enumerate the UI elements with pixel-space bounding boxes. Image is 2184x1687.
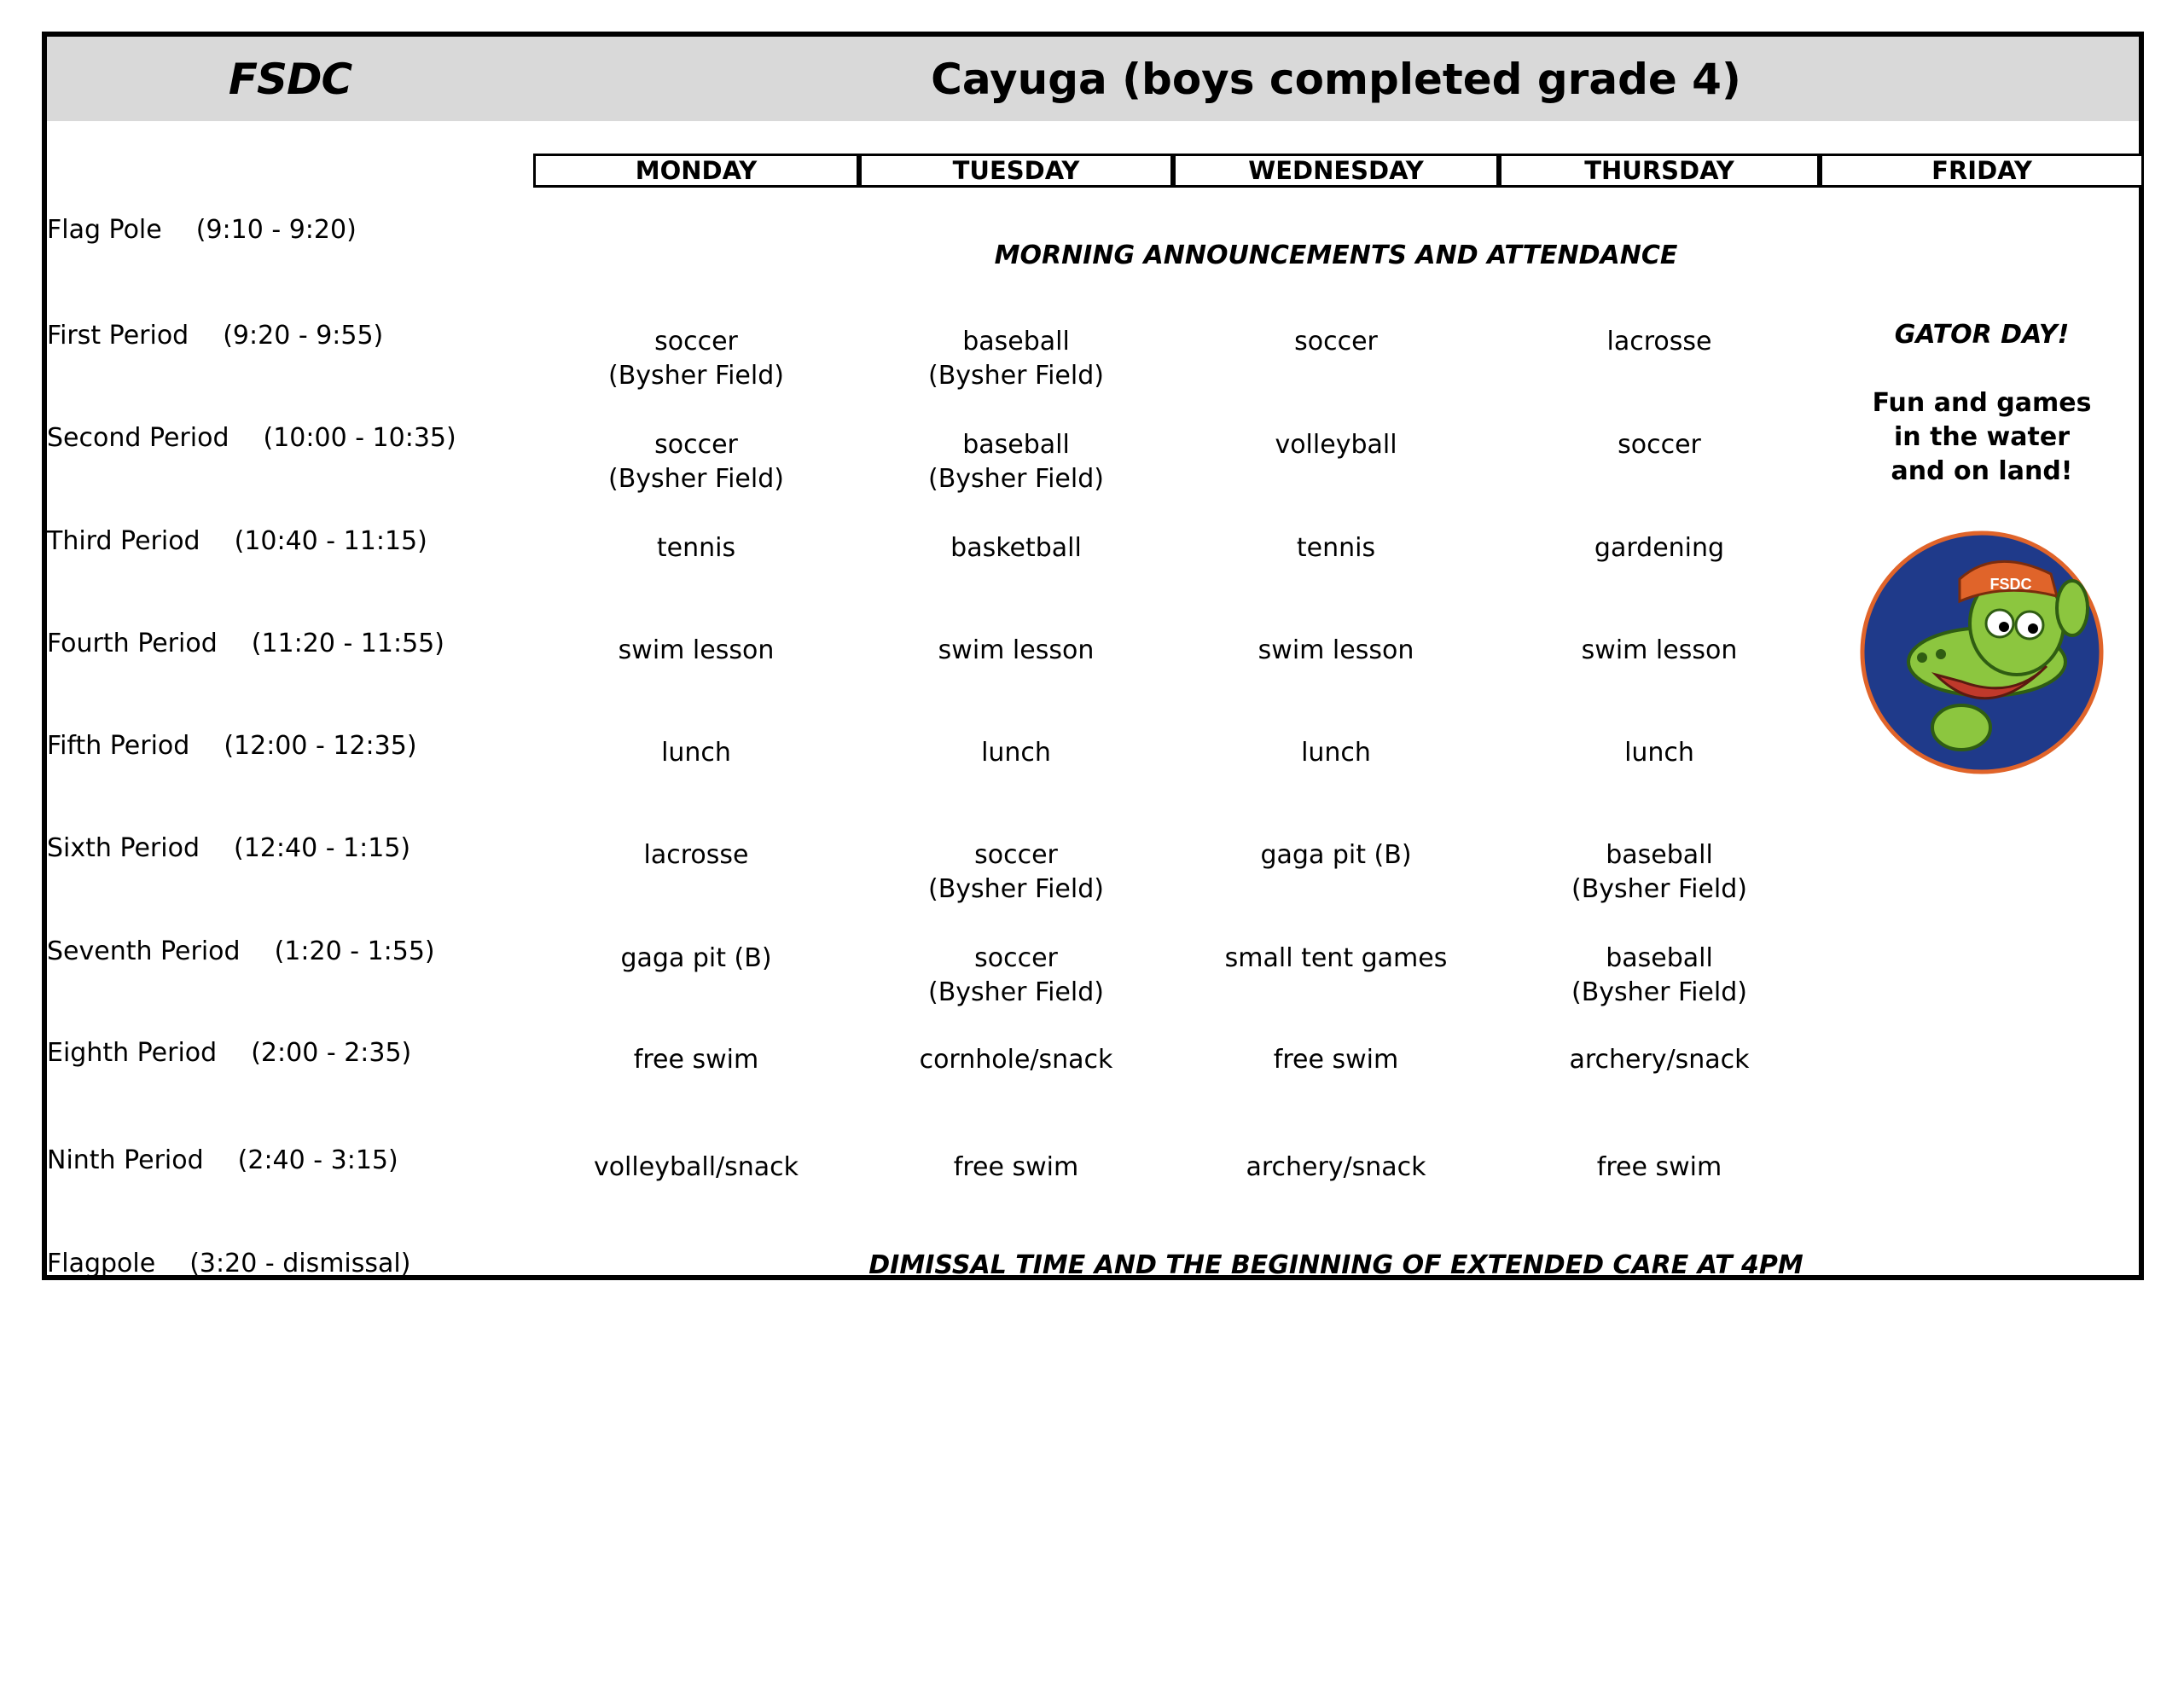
period-name: First Period xyxy=(47,320,189,351)
activity-name: archery/snack xyxy=(1569,1045,1750,1075)
activity-name: small tent games xyxy=(1224,943,1448,973)
period-time: (12:40 - 1:15) xyxy=(234,832,411,863)
activity-cell xyxy=(858,1151,1174,1219)
period-label xyxy=(47,925,435,977)
activity-cell xyxy=(858,325,1174,393)
activity-cell xyxy=(1178,531,1494,600)
activity-cell xyxy=(1502,428,1817,496)
activity-name: soccer xyxy=(974,840,1058,870)
period-time: (1:20 - 1:55) xyxy=(274,936,435,966)
activity-cell xyxy=(1178,634,1494,702)
activity-cell xyxy=(1502,1043,1817,1111)
day-header-friday: FRIDAY xyxy=(1820,154,2144,188)
activity-name: free swim xyxy=(633,1045,759,1075)
activity-cell xyxy=(1502,634,1817,702)
activity-name: lacrosse xyxy=(1606,327,1712,357)
activity-cell xyxy=(858,531,1174,600)
activity-name: lacrosse xyxy=(643,840,749,870)
activity-location: (Bysher Field) xyxy=(608,464,784,494)
activity-location: (Bysher Field) xyxy=(1571,977,1747,1007)
activity-name: lunch xyxy=(981,738,1051,768)
activity-name: free swim xyxy=(953,1152,1079,1182)
activity-location: (Bysher Field) xyxy=(928,977,1104,1007)
period-label xyxy=(47,310,383,361)
activity-cell xyxy=(538,736,854,804)
period-name: Flagpole xyxy=(47,1248,156,1278)
activity-location: (Bysher Field) xyxy=(928,361,1104,391)
period-time: (11:20 - 11:55) xyxy=(251,628,444,658)
activity-name: soccer xyxy=(654,327,738,357)
period-label xyxy=(47,1134,398,1186)
activity-name: basketball xyxy=(950,533,1082,563)
period-label xyxy=(47,617,444,669)
activity-name: soccer xyxy=(974,943,1058,973)
activity-name: swim lesson xyxy=(1581,635,1738,665)
activity-cell xyxy=(1178,428,1494,496)
activity-location: (Bysher Field) xyxy=(1571,874,1747,904)
period-time: (9:20 - 9:55) xyxy=(223,320,384,351)
activity-cell xyxy=(1502,531,1817,600)
activity-name: volleyball/snack xyxy=(593,1152,799,1182)
friday-column xyxy=(1820,318,2144,775)
day-header-tuesday: TUESDAY xyxy=(859,154,1173,188)
day-header-monday: MONDAY xyxy=(533,154,859,188)
activity-cell xyxy=(1502,1151,1817,1219)
activity-name: archery/snack xyxy=(1246,1152,1426,1182)
period-label xyxy=(47,822,410,873)
activity-cell xyxy=(1178,942,1494,1010)
activity-cell xyxy=(1502,325,1817,393)
activity-cell xyxy=(858,1043,1174,1111)
friday-description: Fun and games in the water and on land! xyxy=(1872,388,2092,486)
period-label xyxy=(47,204,357,255)
period-label xyxy=(47,515,427,566)
activity-cell xyxy=(858,838,1174,907)
activity-location: (Bysher Field) xyxy=(608,361,784,391)
activity-cell xyxy=(1178,736,1494,804)
activity-name: lunch xyxy=(1624,738,1694,768)
mascot-cap-text: FSDC xyxy=(1989,576,2032,593)
activity-cell xyxy=(1178,838,1494,907)
activity-name: baseball xyxy=(1606,943,1713,973)
activity-name: gaga pit (B) xyxy=(620,943,772,973)
activity-cell xyxy=(858,428,1174,496)
gator-mascot-icon xyxy=(1859,530,2105,775)
activity-name: baseball xyxy=(962,430,1070,460)
period-time: (10:00 - 10:35) xyxy=(263,422,456,453)
activity-name: swim lesson xyxy=(1258,635,1414,665)
dismissal-banner: DIMISSAL TIME AND THE BEGINNING OF EXTENDED CARE AT 4PM xyxy=(868,1249,1804,1280)
activity-location: (Bysher Field) xyxy=(928,874,1104,904)
gator-day-title: GATOR DAY! xyxy=(1894,320,2070,350)
schedule-sheet xyxy=(42,32,2144,1280)
activity-cell xyxy=(538,428,854,496)
activity-name: free swim xyxy=(1596,1152,1722,1182)
org-name: FSDC xyxy=(228,54,352,104)
period-time: (12:00 - 12:35) xyxy=(224,730,417,761)
period-label xyxy=(47,412,456,463)
period-name: Third Period xyxy=(47,525,200,556)
period-name: Sixth Period xyxy=(47,832,200,863)
activity-name: lunch xyxy=(661,738,731,768)
activity-name: soccer xyxy=(1618,430,1701,460)
period-time: (10:40 - 11:15) xyxy=(234,525,427,556)
activity-cell xyxy=(1178,325,1494,393)
activity-name: tennis xyxy=(1296,533,1376,563)
activity-name: baseball xyxy=(1606,840,1713,870)
period-name: Second Period xyxy=(47,422,229,453)
activity-cell xyxy=(538,1151,854,1219)
activity-cell xyxy=(858,942,1174,1010)
activity-name: volleyball xyxy=(1275,430,1397,460)
period-label xyxy=(47,1027,411,1078)
period-name: Eighth Period xyxy=(47,1037,218,1068)
activity-cell xyxy=(538,1043,854,1111)
period-name: Fifth Period xyxy=(47,730,190,761)
activity-name: soccer xyxy=(1294,327,1378,357)
activity-cell xyxy=(538,634,854,702)
period-label xyxy=(47,1238,410,1289)
activity-name: swim lesson xyxy=(618,635,775,665)
period-time: (3:20 - dismissal) xyxy=(189,1248,411,1278)
activity-name: gaga pit (B) xyxy=(1260,840,1412,870)
period-name: Fourth Period xyxy=(47,628,218,658)
day-header-wednesday: WEDNESDAY xyxy=(1173,154,1499,188)
activity-location: (Bysher Field) xyxy=(928,464,1104,494)
page-title: Cayuga (boys completed grade 4) xyxy=(931,54,1741,104)
activity-name: free swim xyxy=(1273,1045,1399,1075)
activity-cell xyxy=(1178,1043,1494,1111)
activity-name: swim lesson xyxy=(938,635,1095,665)
activity-cell xyxy=(1502,736,1817,804)
activity-cell xyxy=(1502,838,1817,907)
activity-cell xyxy=(538,531,854,600)
day-header-thursday: THURSDAY xyxy=(1499,154,1820,188)
activity-cell xyxy=(858,736,1174,804)
period-name: Flag Pole xyxy=(47,214,162,245)
period-time: (2:00 - 2:35) xyxy=(251,1037,412,1068)
activity-name: lunch xyxy=(1301,738,1371,768)
period-time: (9:10 - 9:20) xyxy=(195,214,357,245)
activity-name: cornhole/snack xyxy=(919,1045,1113,1075)
activity-name: baseball xyxy=(962,327,1070,357)
activity-cell xyxy=(1178,1151,1494,1219)
period-name: Ninth Period xyxy=(47,1145,204,1175)
period-name: Seventh Period xyxy=(47,936,241,966)
period-label xyxy=(47,720,417,771)
activity-cell xyxy=(538,942,854,1010)
activity-name: soccer xyxy=(654,430,738,460)
period-time: (2:40 - 3:15) xyxy=(237,1145,398,1175)
activity-cell xyxy=(538,838,854,907)
activity-name: gardening xyxy=(1594,533,1725,563)
activity-cell xyxy=(538,325,854,393)
morning-banner: MORNING ANNOUNCEMENTS AND ATTENDANCE xyxy=(994,240,1678,270)
activity-cell xyxy=(858,634,1174,702)
activity-name: tennis xyxy=(656,533,736,563)
activity-cell xyxy=(1502,942,1817,1010)
